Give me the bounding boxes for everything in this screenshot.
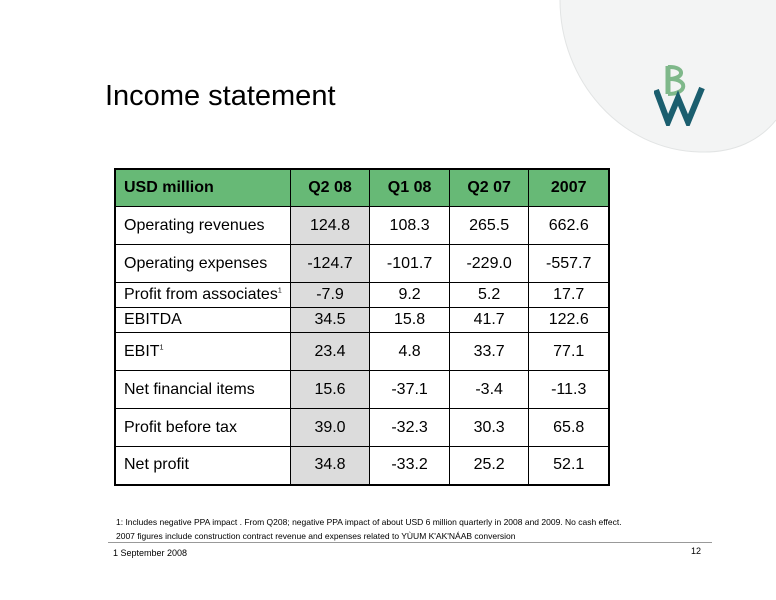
row-label-text: Profit before tax: [124, 418, 237, 436]
cell-value: 30.3: [449, 409, 529, 447]
cell-value: -7.9: [290, 283, 370, 308]
cell-value: 124.8: [290, 207, 370, 245]
row-label-text: Operating revenues: [124, 216, 265, 234]
cell-value: 25.2: [449, 447, 529, 485]
footer-divider: [108, 542, 712, 543]
row-label: [115, 245, 290, 283]
row-label: [115, 283, 290, 308]
table-row: [115, 207, 609, 245]
page-number: 12: [691, 546, 702, 556]
income-statement-table: [114, 168, 610, 486]
cell-value: 34.8: [290, 447, 370, 485]
table-row: [115, 371, 609, 409]
cell-value: -33.2: [370, 447, 450, 485]
table-row: [115, 447, 609, 485]
cell-value: 5.2: [449, 283, 529, 308]
row-label: [115, 308, 290, 333]
cell-value: -11.3: [529, 371, 609, 409]
row-label: [115, 447, 290, 485]
footnote-marker: 1: [277, 287, 282, 295]
table-row: [115, 245, 609, 283]
cell-value: 39.0: [290, 409, 370, 447]
cell-value: 108.3: [370, 207, 450, 245]
header-q2-07: Q2 07: [449, 169, 529, 207]
row-label: [115, 333, 290, 371]
table-row: [115, 283, 609, 308]
row-label-text: Net profit: [124, 456, 189, 474]
footnote-ppa: 1: Includes negative PPA impact . From Q208; negative PPA impact of about USD 6 million quarterly in 2008 and 2009. No cash effect.: [116, 517, 622, 527]
header-2007: 2007: [529, 169, 609, 207]
cell-value: 122.6: [529, 308, 609, 333]
footnote-2007: 2007 figures include construction contract revenue and expenses related to YÙUM K'AK'NÁAB conversion: [116, 531, 516, 541]
footer-date: 1 September 2008: [113, 548, 188, 558]
row-label-text: EBIT: [124, 342, 160, 360]
cell-value: 41.7: [449, 308, 529, 333]
cell-value: 662.6: [529, 207, 609, 245]
footnote-marker: 1: [159, 344, 164, 352]
row-label: [115, 371, 290, 409]
table-row: [115, 333, 609, 371]
cell-value: 15.6: [290, 371, 370, 409]
page-title: Income statement: [105, 80, 336, 112]
cell-value: 23.4: [290, 333, 370, 371]
table-row: [115, 409, 609, 447]
cell-value: -3.4: [449, 371, 529, 409]
cell-value: 52.1: [529, 447, 609, 485]
cell-value: 15.8: [370, 308, 450, 333]
cell-value: 17.7: [529, 283, 609, 308]
cell-value: -37.1: [370, 371, 450, 409]
row-label-text: EBITDA: [124, 311, 182, 328]
row-label-text: Net financial items: [124, 380, 255, 398]
cell-value: -101.7: [370, 245, 450, 283]
cell-value: 265.5: [449, 207, 529, 245]
header-usd-million: USD million: [115, 169, 290, 207]
row-label: [115, 207, 290, 245]
header-q2-08: Q2 08: [290, 169, 370, 207]
table-row: [115, 308, 609, 333]
cell-value: 34.5: [290, 308, 370, 333]
row-label-text: Profit from associates: [124, 286, 278, 303]
cell-value: -124.7: [290, 245, 370, 283]
header-q1-08: Q1 08: [370, 169, 450, 207]
cell-value: 4.8: [370, 333, 450, 371]
cell-value: -229.0: [449, 245, 529, 283]
cell-value: 65.8: [529, 409, 609, 447]
row-label: [115, 409, 290, 447]
cell-value: -32.3: [370, 409, 450, 447]
table-header-row: [115, 169, 609, 207]
bw-logo-icon: [654, 64, 710, 126]
cell-value: 9.2: [370, 283, 450, 308]
cell-value: -557.7: [529, 245, 609, 283]
row-label-text: Operating expenses: [124, 254, 268, 272]
cell-value: 77.1: [529, 333, 609, 371]
cell-value: 33.7: [449, 333, 529, 371]
